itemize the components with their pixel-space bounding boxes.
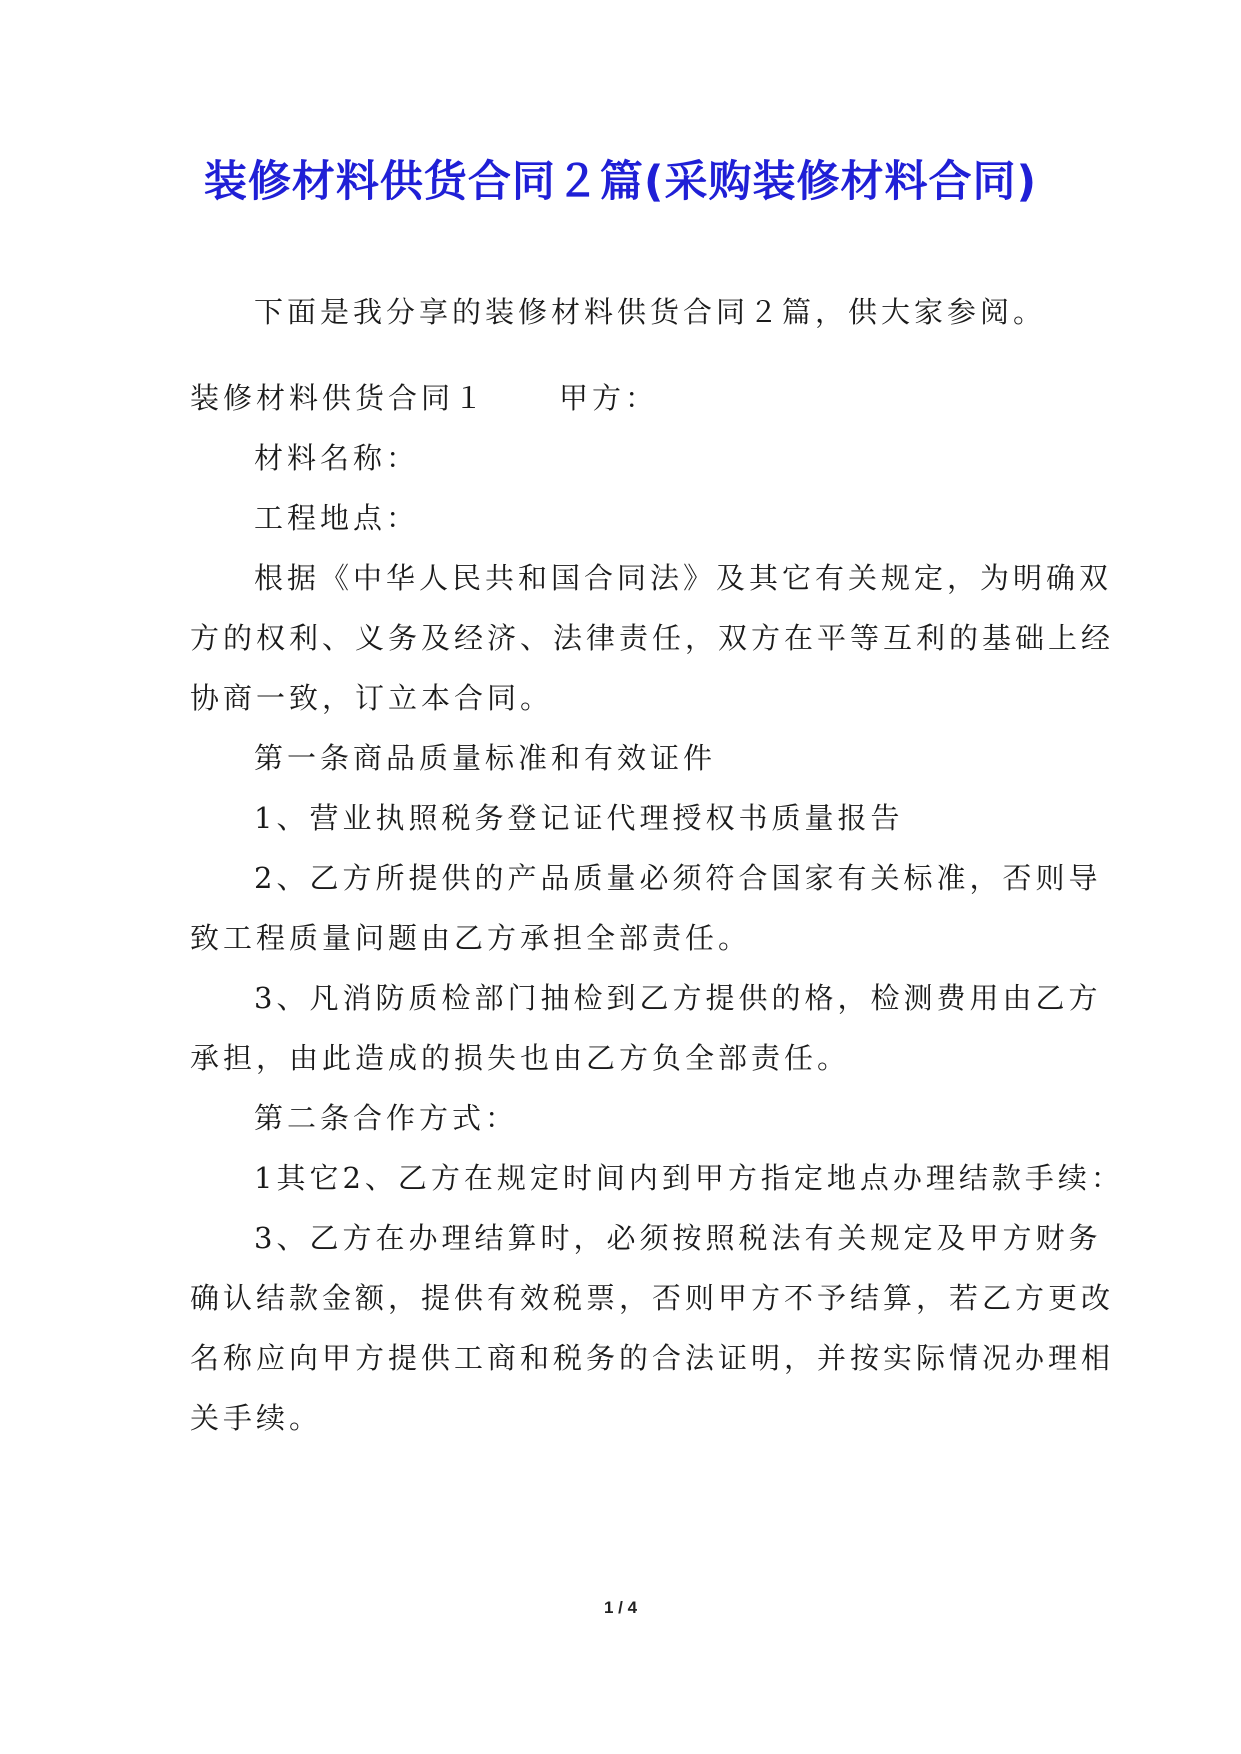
party-a-label: 甲方： [559,381,659,415]
article-2-title: 第二条合作方式： [254,1101,519,1135]
article-2-item-3-line-3: 名称应向甲方提供工商和税务的合法证明，并按实际情况办理相 [190,1341,1115,1375]
article-2-item-3-line-4: 关手续。 [190,1401,323,1435]
project-site-label: 工程地点： [254,501,420,535]
preamble-line-1: 根据《中华人民共和国合同法》及其它有关规定，为明确双 [254,561,1113,595]
material-name-label: 材料名称： [254,441,420,475]
preamble-line-2: 方的权利、义务及经济、法律责任，双方在平等互利的基础上经 [190,621,1115,655]
contract-1-heading: 装修材料供货合同１ [190,381,488,415]
preamble-line-3: 协商一致，订立本合同。 [190,681,554,715]
article-2-item-3-line-1: 3、乙方在办理结算时，必须按照税法有关规定及甲方财务 [254,1221,1102,1255]
article-1-title: 第一条商品质量标准和有效证件 [254,741,717,775]
article-2-item-3-line-2: 确认结款金额，提供有效税票，否则甲方不予结算，若乙方更改 [190,1281,1115,1315]
article-1-item-2-line-1: 2、乙方所提供的产品质量必须符合国家有关标准，否则导 [254,861,1102,895]
article-1-item-2-line-2: 致工程质量问题由乙方承担全部责任。 [190,921,752,955]
article-1-item-1: 1、营业执照税务登记证代理授权书质量报告 [254,801,904,835]
article-1-item-3-line-2: 承担，由此造成的损失也由乙方负全部责任。 [190,1041,851,1075]
document-title: 装修材料供货合同２篇(采购装修材料合同) [203,157,1038,207]
contract-heading-line [190,378,658,418]
article-2-item-1: 1其它2、乙方在规定时间内到甲方指定地点办理结款手续： [254,1161,1124,1195]
page-number: 1 / 4 [603,1598,638,1617]
article-1-item-3-line-1: 3、凡消防质检部门抽检到乙方提供的格，检测费用由乙方 [254,981,1102,1015]
intro-paragraph: 下面是我分享的装修材料供货合同２篇，供大家参阅。 [254,295,1047,329]
